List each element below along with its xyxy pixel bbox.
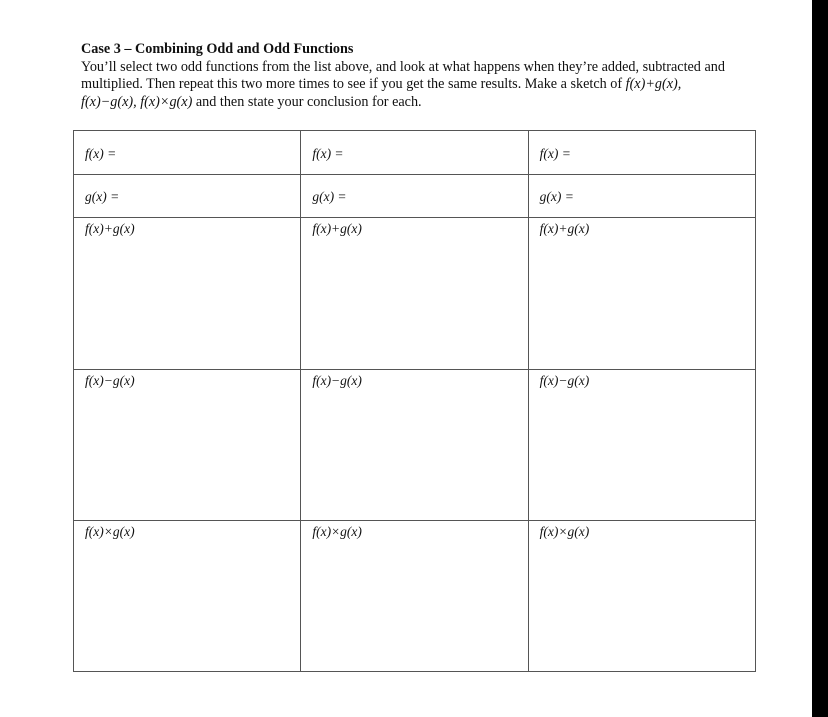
instruction-line-3-end: and then state your conclusion for each. bbox=[195, 93, 422, 110]
sum-label: f(x)+g(x) bbox=[539, 221, 590, 236]
sum-sketch-cell[interactable] bbox=[74, 218, 301, 370]
product-label: f(x)×g(x) bbox=[312, 524, 362, 539]
instructions bbox=[81, 41, 761, 111]
instruction-line-1: You’ll select two odd functions from the list above, and look at what happens when they’re added, subtracted bbox=[81, 58, 701, 75]
f-cell[interactable] bbox=[74, 131, 301, 175]
product-label: f(x)×g(x) bbox=[85, 524, 135, 539]
difference-sketch-cell[interactable] bbox=[74, 370, 301, 521]
sum-row bbox=[74, 218, 756, 370]
difference-sketch-cell[interactable] bbox=[301, 370, 528, 521]
sum-sketch-cell[interactable] bbox=[301, 218, 528, 370]
product-sketch-cell[interactable] bbox=[301, 521, 528, 672]
g-label: g(x) = bbox=[539, 189, 574, 204]
difference-sketch-cell[interactable] bbox=[528, 370, 755, 521]
sum-label: f(x)+g(x) bbox=[312, 221, 362, 236]
product-sketch-cell[interactable] bbox=[528, 521, 755, 672]
function-grid bbox=[73, 130, 756, 672]
g-label: g(x) = bbox=[85, 189, 120, 204]
g-row bbox=[74, 175, 756, 218]
product-label: f(x)×g(x) bbox=[539, 524, 590, 539]
product-sketch-cell[interactable] bbox=[74, 521, 301, 672]
difference-row bbox=[74, 370, 756, 521]
difference-label: f(x)−g(x) bbox=[312, 373, 362, 388]
f-label: f(x) = bbox=[312, 146, 344, 161]
product-row bbox=[74, 521, 756, 672]
difference-label: f(x)−g(x) bbox=[539, 373, 590, 388]
instruction-line-2: and multiplied. Then repeat this two more times to see if you get the same results. Make a sketch of bbox=[81, 58, 725, 93]
f-label: f(x) = bbox=[539, 146, 571, 161]
f-label: f(x) = bbox=[85, 146, 117, 161]
viewer-background bbox=[812, 0, 828, 717]
g-cell[interactable] bbox=[301, 175, 528, 218]
g-cell[interactable] bbox=[528, 175, 755, 218]
g-cell[interactable] bbox=[74, 175, 301, 218]
f-cell[interactable] bbox=[528, 131, 755, 175]
expr-diff: f(x)−g(x), bbox=[81, 93, 137, 110]
sum-label: f(x)+g(x) bbox=[85, 221, 135, 236]
f-row bbox=[74, 131, 756, 175]
case-title: Case 3 – Combining Odd and Odd Functions bbox=[81, 41, 354, 57]
difference-label: f(x)−g(x) bbox=[85, 373, 135, 388]
f-cell[interactable] bbox=[301, 131, 528, 175]
sum-sketch-cell[interactable] bbox=[528, 218, 755, 370]
expr-prod: f(x)×g(x) bbox=[140, 93, 193, 110]
g-label: g(x) = bbox=[312, 189, 347, 204]
expr-sum: f(x)+g(x), bbox=[625, 76, 682, 93]
